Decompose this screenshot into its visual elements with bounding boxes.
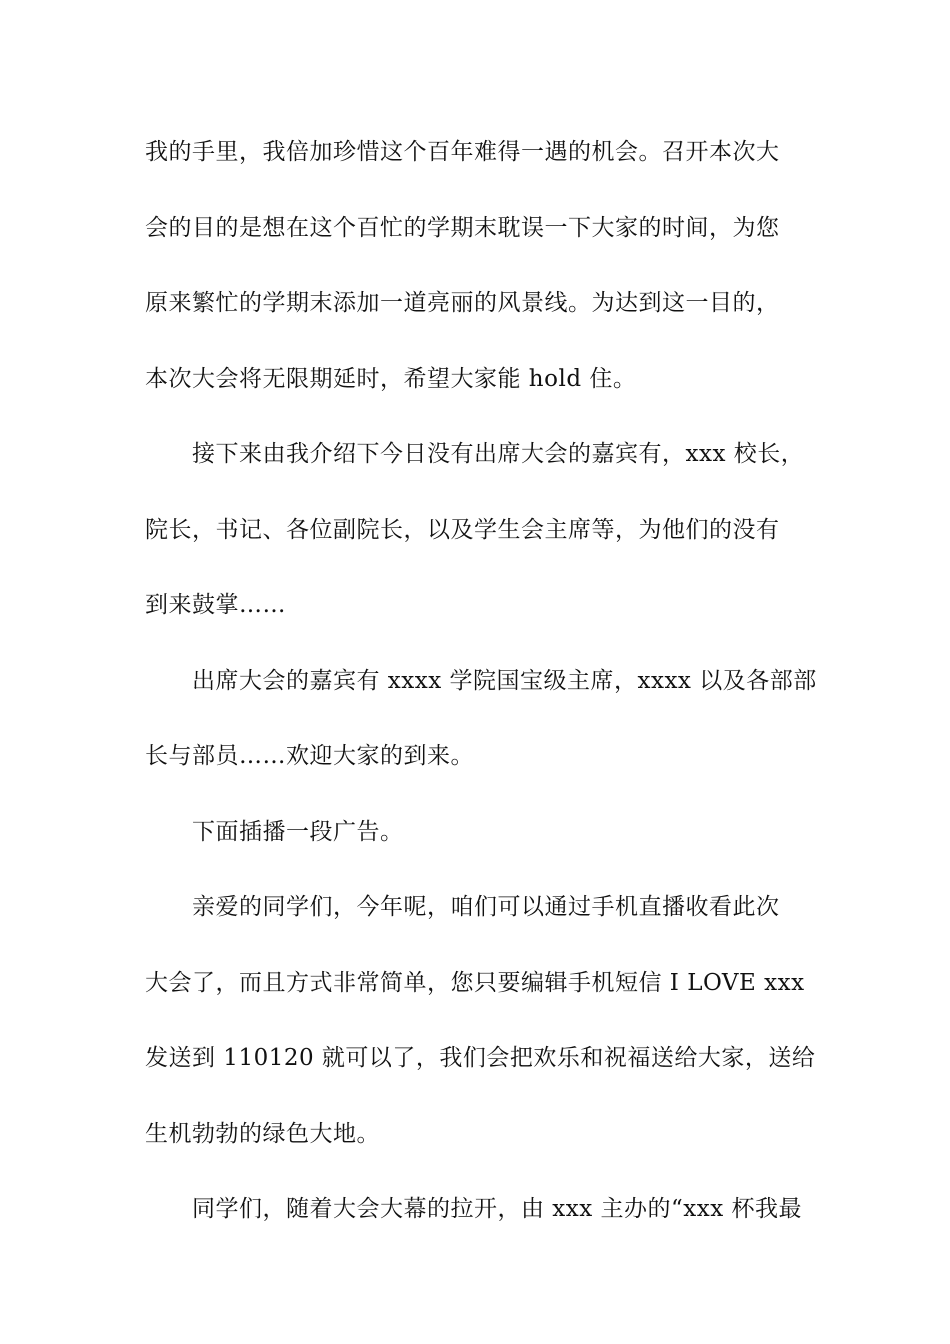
paragraph-first-line: 接下来由我介绍下今日没有出席大会的嘉宾有，xxx 校长， [192,441,805,467]
paragraph-first-line: 同学们，随着大会大幕的拉开，由 xxx 主办的“xxx 杯我最 [192,1196,803,1222]
text-line: 会的目的是想在这个百忙的学期末耽误一下大家的时间，为您 [145,214,780,241]
document-body [145,128,815,1261]
text-line: 原来繁忙的学期末添加一道亮丽的风景线。为达到这一目的， [145,290,780,316]
text-line: 发送到 110120 就可以了，我们会把欢乐和祝福送给大家，送给 [145,1045,816,1071]
text-line: 到来鼓掌…… [145,592,286,618]
text-line: 本次大会将无限期延时，希望大家能 hold 住。 [145,365,637,392]
text-line: 生机勃勃的绿色大地。 [145,1120,380,1147]
text-line: 院长，书记、各位副院长，以及学生会主席等，为他们的没有 [145,516,780,543]
paragraph-first-line: 亲爱的同学们，今年呢，咱们可以通过手机直播收看此次 [192,894,780,920]
text-line: 大会了，而且方式非常简单，您只要编辑手机短信 I LOVE xxx [145,969,805,996]
text-line: 我的手里，我倍加珍惜这个百年难得一遇的机会。召开本次大 [145,139,780,165]
paragraph-first-line: 出席大会的嘉宾有 xxxx 学院国宝级主席，xxxx 以及各部部 [192,667,817,694]
text-line: 长与部员……欢迎大家的到来。 [145,743,474,769]
paragraph-first-line: 下面插播一段广告。 [192,818,404,845]
